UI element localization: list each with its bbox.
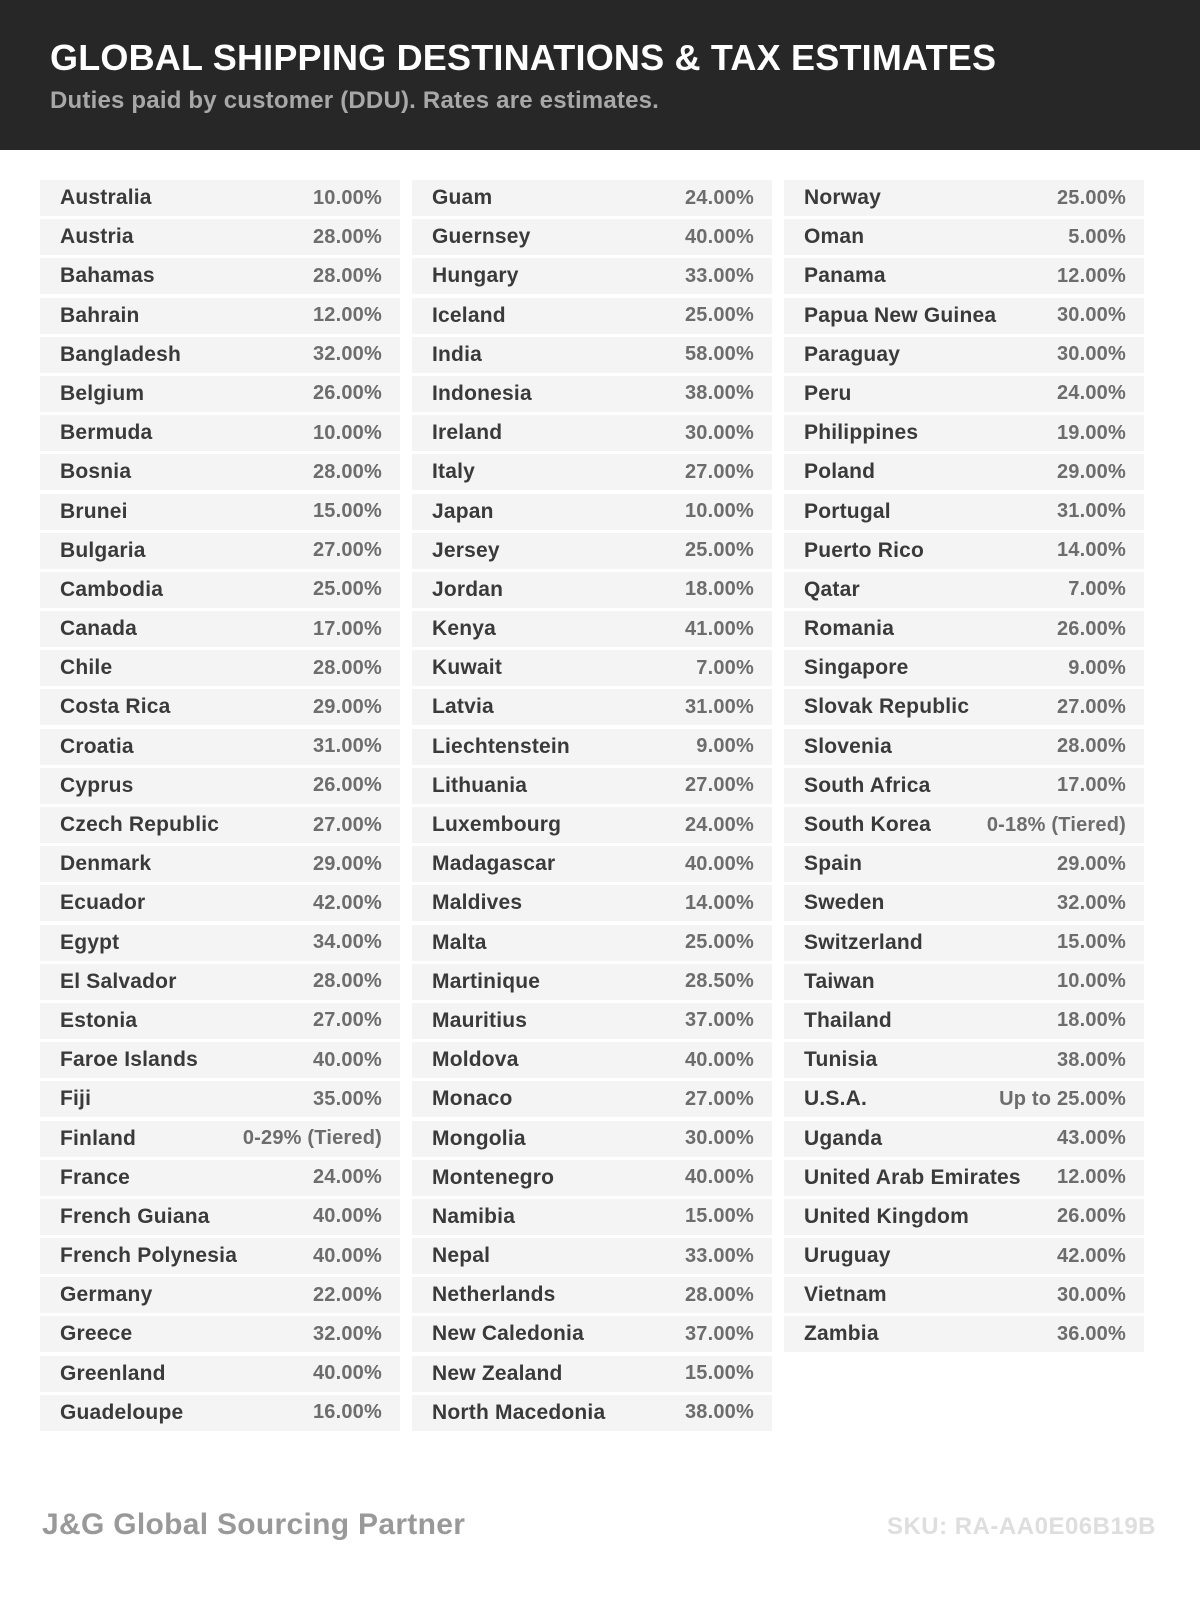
country-name: Uruguay <box>804 1244 891 1268</box>
table-row <box>40 1121 400 1157</box>
tax-rate-value: 28.00% <box>312 970 382 993</box>
tax-rate-value: 30.00% <box>684 421 754 444</box>
table-row <box>412 572 772 608</box>
table-row <box>412 1356 772 1392</box>
table-row <box>40 376 400 412</box>
tax-rate-value: 32.00% <box>1056 891 1126 914</box>
country-name: Oman <box>804 225 865 249</box>
country-name: Tunisia <box>804 1048 878 1072</box>
country-name: Netherlands <box>432 1283 556 1307</box>
table-row <box>784 1316 1144 1352</box>
country-name: Poland <box>804 460 876 484</box>
table-row <box>412 298 772 334</box>
country-name: Madagascar <box>432 852 556 876</box>
table-row <box>784 807 1144 843</box>
country-name: Kuwait <box>432 656 503 680</box>
table-row <box>784 415 1144 451</box>
table-row <box>40 337 400 373</box>
table-row <box>784 1003 1144 1039</box>
country-name: Liechtenstein <box>432 734 570 758</box>
tax-rate-value: 31.00% <box>684 695 754 718</box>
country-name: Norway <box>804 186 882 209</box>
table-row <box>40 258 400 294</box>
tax-rate-value: 38.00% <box>684 1401 754 1424</box>
tax-rate-value: 19.00% <box>1056 421 1126 444</box>
country-name: French Polynesia <box>60 1244 238 1268</box>
table-row <box>412 415 772 451</box>
table-row <box>784 1277 1144 1313</box>
table-row <box>784 1199 1144 1235</box>
country-name: Australia <box>60 186 152 209</box>
table-row <box>784 258 1144 294</box>
country-name: Maldives <box>432 891 523 915</box>
table-row <box>40 533 400 569</box>
table-row <box>40 1238 400 1274</box>
table-row <box>784 964 1144 1000</box>
tax-rate-value: 32.00% <box>312 1322 382 1345</box>
tax-rate-value: 28.00% <box>312 460 382 483</box>
country-name: Mongolia <box>432 1126 526 1150</box>
tax-rate-value: 22.00% <box>312 1283 382 1306</box>
country-name: El Salvador <box>60 969 177 993</box>
country-name: Faroe Islands <box>60 1048 198 1072</box>
country-name: Spain <box>804 852 863 876</box>
tax-rate-value: 10.00% <box>312 186 382 209</box>
country-name: Paraguay <box>804 342 901 366</box>
tax-rate-value: 7.00% <box>1068 578 1126 601</box>
country-name: Slovak Republic <box>804 695 970 719</box>
tax-rate-value: 29.00% <box>1056 852 1126 875</box>
table-row <box>412 219 772 255</box>
table-row <box>784 1238 1144 1274</box>
tax-rate-value: 31.00% <box>1056 500 1126 522</box>
table-row <box>784 1160 1144 1196</box>
table-row <box>784 454 1144 490</box>
table-row <box>40 650 400 686</box>
tax-rate-value: 28.00% <box>312 656 382 679</box>
table-row <box>412 650 772 686</box>
country-name: Japan <box>432 499 494 523</box>
table-row <box>40 768 400 804</box>
table-row <box>40 454 400 490</box>
table-row <box>40 1160 400 1196</box>
tax-rate-value: 34.00% <box>312 931 382 954</box>
country-name: Nepal <box>432 1244 491 1268</box>
country-name: Portugal <box>804 499 891 523</box>
tax-rate-value: 40.00% <box>684 225 754 248</box>
country-name: Finland <box>60 1126 137 1150</box>
table-row <box>412 925 772 961</box>
table-row <box>40 611 400 647</box>
country-name: Switzerland <box>804 930 923 954</box>
rates-table <box>40 180 1144 1434</box>
country-name: Denmark <box>60 852 152 876</box>
tax-rate-value: 43.00% <box>1056 1127 1126 1149</box>
table-row <box>40 885 400 921</box>
rates-column-2 <box>412 180 772 1434</box>
page-subtitle: Duties paid by customer (DDU). Rates are estimates. <box>50 87 660 115</box>
country-name: Egypt <box>60 930 120 954</box>
tax-rate-value: 35.00% <box>312 1087 382 1110</box>
table-row <box>40 180 400 216</box>
tax-rate-value: 29.00% <box>1056 460 1126 483</box>
country-name: Jordan <box>432 577 504 601</box>
table-row <box>412 454 772 490</box>
table-row <box>412 885 772 921</box>
tax-rate-value: 29.00% <box>312 852 382 875</box>
table-row <box>412 494 772 530</box>
country-name: French Guiana <box>60 1204 210 1228</box>
country-name: New Zealand <box>432 1361 563 1385</box>
table-row <box>784 1042 1144 1078</box>
page-title: GLOBAL SHIPPING DESTINATIONS & TAX ESTIMATES <box>50 37 997 78</box>
tax-rate-value: 25.00% <box>684 539 754 562</box>
country-name: Panama <box>804 264 886 288</box>
table-row <box>784 337 1144 373</box>
country-name: Hungary <box>432 264 519 288</box>
table-row <box>40 689 400 725</box>
table-row <box>412 1081 772 1117</box>
tax-rate-value: 15.00% <box>684 1362 754 1385</box>
country-name: United Arab Emirates <box>804 1165 1021 1189</box>
country-name: Singapore <box>804 656 909 680</box>
tax-rate-value: 14.00% <box>684 891 754 914</box>
country-name: Guam <box>432 186 493 209</box>
table-row <box>40 219 400 255</box>
tax-rate-value: 10.00% <box>684 500 754 522</box>
tax-rate-value: 12.00% <box>312 304 382 327</box>
table-row <box>40 1003 400 1039</box>
country-name: Indonesia <box>432 381 532 405</box>
country-name: Mauritius <box>432 1008 528 1032</box>
footer <box>42 1508 1156 1542</box>
tax-rate-value: 26.00% <box>312 774 382 797</box>
country-name: Sweden <box>804 891 885 915</box>
table-row <box>784 298 1144 334</box>
table-row <box>40 1316 400 1352</box>
tax-rate-value: 7.00% <box>696 656 754 679</box>
tax-rate-value: 24.00% <box>684 813 754 836</box>
country-name: Qatar <box>804 577 860 601</box>
tax-rate-value: 30.00% <box>1056 1283 1126 1306</box>
table-row <box>784 1081 1144 1117</box>
table-row <box>784 533 1144 569</box>
header <box>0 0 1200 150</box>
country-name: Bermuda <box>60 421 153 445</box>
tax-rate-value: 40.00% <box>312 1205 382 1228</box>
table-row <box>40 1042 400 1078</box>
country-name: France <box>60 1165 131 1189</box>
tax-rate-value: 40.00% <box>312 1048 382 1071</box>
country-name: Bulgaria <box>60 538 146 562</box>
tax-rate-value: 40.00% <box>312 1244 382 1267</box>
tax-rate-value: 14.00% <box>1056 539 1126 562</box>
tax-rate-value: 29.00% <box>312 695 382 718</box>
tax-rate-value: 15.00% <box>684 1205 754 1228</box>
country-name: Austria <box>60 225 134 249</box>
tax-rate-value: 9.00% <box>696 735 754 758</box>
tax-rate-value: 24.00% <box>1056 382 1126 405</box>
country-name: Luxembourg <box>432 813 562 836</box>
tax-rate-value: 27.00% <box>684 1087 754 1110</box>
table-row <box>784 925 1144 961</box>
tax-rate-value: 42.00% <box>1056 1244 1126 1267</box>
tax-rate-value: 27.00% <box>312 1009 382 1032</box>
tax-rate-value: 41.00% <box>684 617 754 640</box>
country-name: Estonia <box>60 1008 138 1032</box>
tax-rate-value: 40.00% <box>312 1362 382 1385</box>
country-name: Costa Rica <box>60 695 171 719</box>
country-name: Puerto Rico <box>804 538 925 562</box>
table-row <box>40 1081 400 1117</box>
country-name: Slovenia <box>804 734 892 758</box>
country-name: Taiwan <box>804 969 875 993</box>
country-name: Kenya <box>432 617 497 641</box>
table-row <box>412 1160 772 1196</box>
country-name: Guadeloupe <box>60 1400 184 1424</box>
country-name: Peru <box>804 381 852 405</box>
table-row <box>412 1042 772 1078</box>
country-name: Brunei <box>60 499 128 523</box>
tax-rate-value: 58.00% <box>684 343 754 366</box>
tax-rate-value: 37.00% <box>684 1009 754 1032</box>
country-name: Lithuania <box>432 773 528 797</box>
country-name: U.S.A. <box>804 1087 868 1111</box>
table-row <box>784 494 1144 530</box>
rates-column-1 <box>40 180 400 1434</box>
table-row <box>40 415 400 451</box>
tax-rate-value: 10.00% <box>1056 970 1126 993</box>
tax-rate-value: 12.00% <box>1056 264 1126 287</box>
country-name: Namibia <box>432 1204 516 1228</box>
table-row <box>784 1121 1144 1157</box>
table-row <box>784 768 1144 804</box>
country-name: Bosnia <box>60 460 132 484</box>
country-name: South Africa <box>804 773 931 797</box>
tax-rate-value: 0-18% (Tiered) <box>986 813 1126 836</box>
country-name: Malta <box>432 930 487 954</box>
country-name: Latvia <box>432 695 494 719</box>
tax-rate-value: 33.00% <box>684 264 754 287</box>
country-name: Greece <box>60 1322 133 1346</box>
tax-rate-value: 25.00% <box>684 931 754 954</box>
table-row <box>784 611 1144 647</box>
tax-rate-value: 40.00% <box>684 1048 754 1071</box>
tax-rate-value: 17.00% <box>1056 774 1126 797</box>
table-row <box>412 1395 772 1431</box>
table-row <box>40 964 400 1000</box>
table-row <box>412 846 772 882</box>
tax-rate-value: 27.00% <box>684 460 754 483</box>
country-name: Bangladesh <box>60 342 182 366</box>
country-name: Cyprus <box>60 773 134 797</box>
tax-rate-value: 37.00% <box>684 1322 754 1345</box>
table-row <box>412 1199 772 1235</box>
table-row <box>784 219 1144 255</box>
tax-rate-value: 40.00% <box>684 1166 754 1189</box>
country-name: Vietnam <box>804 1283 887 1307</box>
table-row <box>412 1277 772 1313</box>
tax-rate-value: 27.00% <box>312 539 382 562</box>
country-name: Montenegro <box>432 1165 555 1189</box>
table-row <box>412 964 772 1000</box>
country-name: Canada <box>60 617 138 641</box>
table-row <box>412 1316 772 1352</box>
tax-rate-value: 15.00% <box>1056 931 1126 954</box>
country-name: Thailand <box>804 1008 892 1032</box>
country-name: Uganda <box>804 1126 883 1150</box>
tax-rate-value: 30.00% <box>1056 304 1126 327</box>
country-name: Fiji <box>60 1087 92 1111</box>
table-row <box>784 689 1144 725</box>
tax-rate-value: 30.00% <box>684 1127 754 1149</box>
table-row <box>412 1003 772 1039</box>
tax-rate-value: 27.00% <box>312 813 382 836</box>
tax-rate-value: 25.00% <box>1056 186 1126 209</box>
table-row <box>412 533 772 569</box>
tax-rate-value: 28.00% <box>1056 735 1126 758</box>
rates-column-3 <box>784 180 1144 1356</box>
tax-rate-value: 38.00% <box>1056 1048 1126 1071</box>
table-row <box>412 337 772 373</box>
tax-rate-value: 27.00% <box>1056 695 1126 718</box>
tax-rate-value: 31.00% <box>312 735 382 758</box>
country-name: Chile <box>60 656 113 680</box>
tax-rate-value: 32.00% <box>312 343 382 366</box>
country-name: Monaco <box>432 1087 513 1111</box>
table-row <box>40 925 400 961</box>
country-name: India <box>432 342 483 366</box>
country-name: Germany <box>60 1283 153 1307</box>
table-row <box>412 768 772 804</box>
table-row <box>40 572 400 608</box>
table-row <box>40 846 400 882</box>
table-row <box>784 650 1144 686</box>
tax-rate-value: 30.00% <box>1056 343 1126 366</box>
table-row <box>784 885 1144 921</box>
country-name: New Caledonia <box>432 1322 584 1346</box>
country-name: North Macedonia <box>432 1400 606 1424</box>
tax-rate-value: 33.00% <box>684 1244 754 1267</box>
table-row <box>40 807 400 843</box>
table-row <box>412 1238 772 1274</box>
country-name: Zambia <box>804 1322 879 1346</box>
table-row <box>40 1199 400 1235</box>
tax-rate-value: 25.00% <box>684 304 754 327</box>
table-row <box>784 376 1144 412</box>
tax-rate-value: 17.00% <box>312 617 382 640</box>
table-row <box>412 258 772 294</box>
country-name: Italy <box>432 460 476 484</box>
tax-rate-value: 18.00% <box>684 578 754 601</box>
table-row <box>784 180 1144 216</box>
tax-rate-value: 0-29% (Tiered) <box>242 1127 382 1149</box>
tax-rate-value: 25.00% <box>312 578 382 601</box>
table-row <box>784 846 1144 882</box>
country-name: Martinique <box>432 969 541 993</box>
tax-rate-value: 27.00% <box>684 774 754 797</box>
tax-rate-value: 26.00% <box>1056 617 1126 640</box>
country-name: Belgium <box>60 381 145 405</box>
tax-rate-value: 26.00% <box>312 382 382 405</box>
country-name: South Korea <box>804 813 932 836</box>
tax-rate-value: 5.00% <box>1068 225 1126 248</box>
tax-rate-value: 28.00% <box>684 1283 754 1306</box>
tax-rate-value: 15.00% <box>312 500 382 522</box>
country-name: Guernsey <box>432 225 531 249</box>
table-row <box>412 689 772 725</box>
country-name: Bahrain <box>60 303 140 327</box>
tax-rate-value: 28.50% <box>684 970 754 993</box>
country-name: Croatia <box>60 734 134 758</box>
table-row <box>40 1356 400 1392</box>
table-row <box>412 376 772 412</box>
country-name: Czech Republic <box>60 813 220 836</box>
country-name: Greenland <box>60 1361 166 1385</box>
tax-rate-value: 10.00% <box>312 421 382 444</box>
tax-rate-value: 28.00% <box>312 225 382 248</box>
country-name: Philippines <box>804 421 919 445</box>
table-row <box>412 180 772 216</box>
tax-rate-value: 26.00% <box>1056 1205 1126 1228</box>
brand-name: J&G Global Sourcing Partner <box>42 1508 466 1541</box>
country-name: Bahamas <box>60 264 155 288</box>
sku-label: SKU: RA-AA0E06B19B <box>886 1513 1156 1540</box>
tax-rate-value: 28.00% <box>312 264 382 287</box>
tax-rate-value: 40.00% <box>684 852 754 875</box>
tax-rate-value: 18.00% <box>1056 1009 1126 1032</box>
country-name: Papua New Guinea <box>804 303 997 327</box>
tax-rate-value: 38.00% <box>684 382 754 405</box>
country-name: Ireland <box>432 421 503 445</box>
country-name: Jersey <box>432 538 500 562</box>
tax-rate-value: 42.00% <box>312 891 382 914</box>
country-name: United Kingdom <box>804 1204 969 1228</box>
table-row <box>40 1277 400 1313</box>
tax-rate-value: 24.00% <box>684 186 754 209</box>
tax-rate-value: Up to 25.00% <box>999 1087 1126 1110</box>
tax-rate-value: 24.00% <box>312 1166 382 1189</box>
table-row <box>784 729 1144 765</box>
tax-rate-value: 36.00% <box>1056 1322 1126 1345</box>
table-row <box>784 572 1144 608</box>
table-row <box>412 807 772 843</box>
table-row <box>40 494 400 530</box>
table-row <box>40 729 400 765</box>
tax-rate-value: 12.00% <box>1056 1166 1126 1189</box>
tax-rate-value: 16.00% <box>312 1401 382 1424</box>
table-row <box>412 729 772 765</box>
country-name: Romania <box>804 617 895 641</box>
country-name: Moldova <box>432 1048 519 1072</box>
table-row <box>40 1395 400 1431</box>
country-name: Cambodia <box>60 577 164 601</box>
country-name: Ecuador <box>60 891 146 915</box>
tax-rate-value: 9.00% <box>1068 656 1126 679</box>
country-name: Iceland <box>432 303 506 327</box>
table-row <box>412 1121 772 1157</box>
table-row <box>412 611 772 647</box>
table-row <box>40 298 400 334</box>
